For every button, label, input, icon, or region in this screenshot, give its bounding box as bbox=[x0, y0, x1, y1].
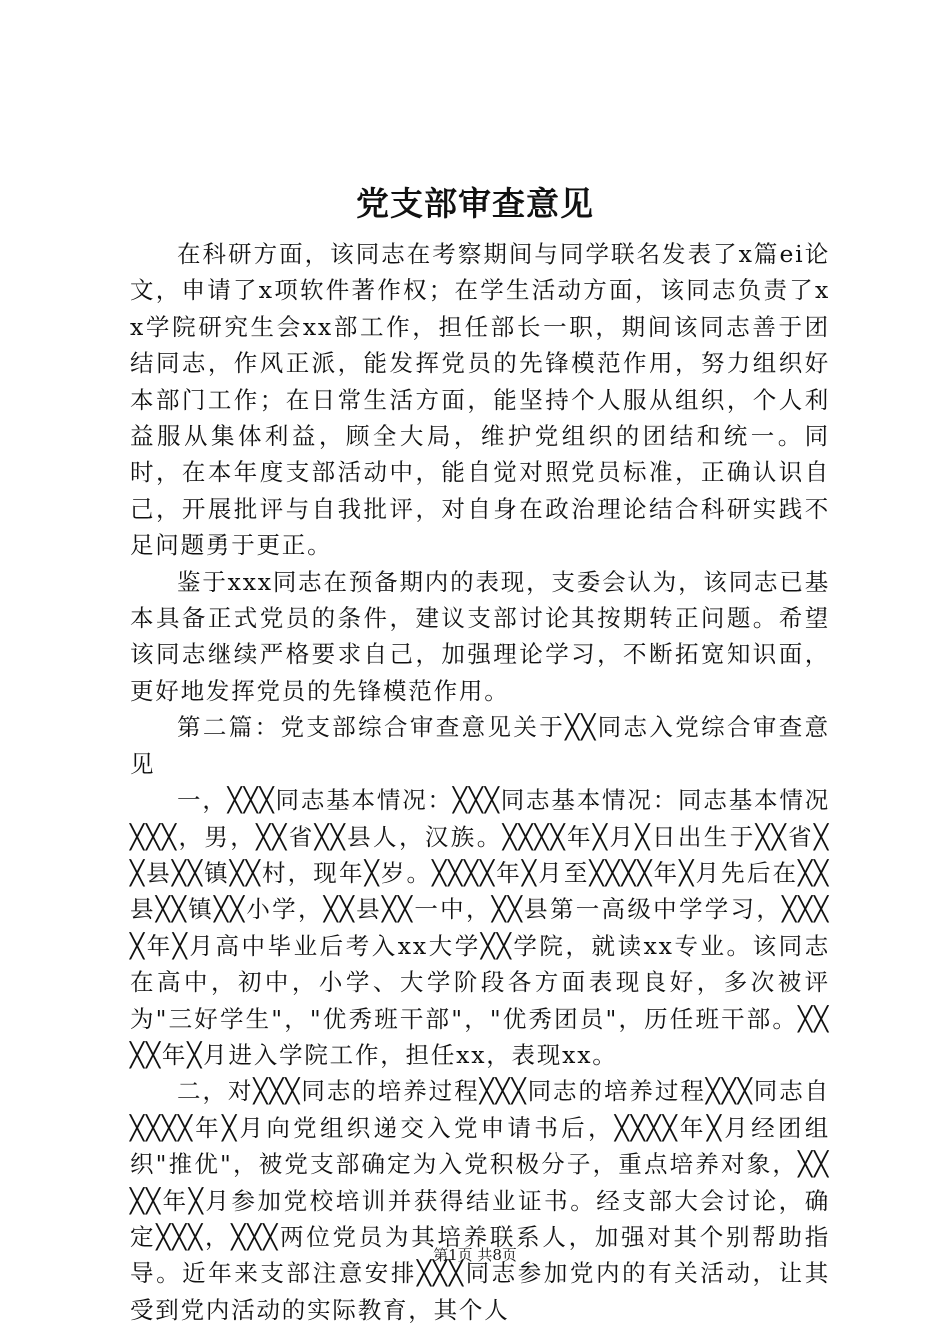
document-body bbox=[130, 236, 830, 1328]
page-footer: 第1页 共8页 bbox=[433, 1246, 517, 1264]
paragraph-training-process: 二，对╳╳╳同志的培养过程╳╳╳同志的培养过程╳╳╳同志自╳╳╳╳年╳月向党组织递交入党申请书后，╳╳╳╳年╳月经团组织"推优"，被党支部确定为入党积极分子，重点培养对象，╳╳╳╳年╳月参加党校培训并获得结业证书。经支部大会讨论，确定╳╳╳，╳╳╳两位党员为其培养联系人，加强对其个别帮助指导。近年来支部注意安排╳╳╳同志参加党内的有关活动，让其受到党内活动的实际教育，其个人 bbox=[130, 1077, 830, 1324]
paragraph-research: 在科研方面，该同志在考察期间与同学联名发表了x篇ei论文，申请了x项软件著作权；在学生活动方面，该同志负责了xx学院研究生会xx部工作，担任部长一职，期间该同志善于团结同志，作风正派，能发挥党员的先锋模范作用，努力组织好本部门工作；在日常生活方面，能坚持个人服从组织，个人利益服从集体利益，顾全大局，维护党组织的团结和统一。同时，在本年度支部活动中，能自觉对照党员标准，正确认识自己，开展批评与自我批评，对自身在政治理论结合科研实践不足问题勇于更正。 bbox=[130, 240, 830, 560]
paragraph-basic-info: 一，╳╳╳同志基本情况：╳╳╳同志基本情况：同志基本情况╳╳╳，男，╳╳省╳╳县人，汉族。╳╳╳╳年╳月╳日出生于╳╳省╳╳县╳╳镇╳╳村，现年╳岁。╳╳╳╳年╳月至╳╳╳╳年╳月先后在╳╳县╳╳镇╳╳小学，╳╳县╳╳一中，╳╳县第一高级中学学习，╳╳╳╳年╳月高中毕业后考入xx大学╳╳学院，就读xx专业。该同志在高中，初中，小学、大学阶段各方面表现良好，多次被评为"三好学生"，"优秀班干部"，"优秀团员"，历任班干部。╳╳╳╳年╳月进入学院工作，担任xx，表现xx。 bbox=[130, 786, 830, 1069]
paragraph-conclusion: 鉴于xxx同志在预备期内的表现，支委会认为，该同志已基本具备正式党员的条件，建议支部讨论其按期转正问题。希望该同志继续严格要求自己，加强理论学习，不断拓宽知识面，更好地发挥党员的先锋模范作用。 bbox=[130, 567, 830, 705]
paragraph-second-chapter-heading: 第二篇：党支部综合审查意见关于╳╳同志入党综合审查意见 bbox=[130, 713, 830, 778]
document-title: 党支部审查意见 bbox=[356, 184, 594, 223]
